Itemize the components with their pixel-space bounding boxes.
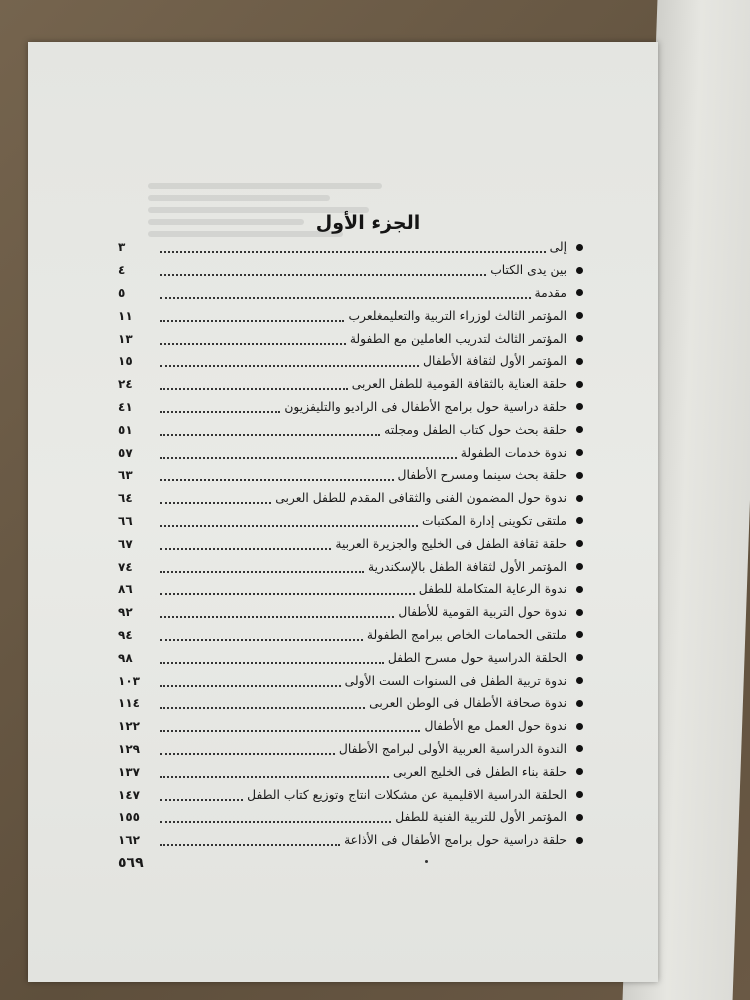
dot-leader [160, 523, 418, 527]
bullet-icon [567, 540, 583, 547]
bullet-icon [567, 495, 583, 502]
bullet-icon [567, 700, 583, 707]
dot-leader [160, 728, 420, 732]
dot-leader [160, 797, 243, 801]
toc-entry-title: ندوة حول المضمون الفنى والثقافى المقدم للطفل العربى [275, 491, 567, 506]
toc-page-number: ٤١ [118, 399, 133, 414]
toc-entry-title: ندوة تربية الطفل فى السنوات الست الأولى [344, 673, 567, 688]
toc-entry-title: المؤتمر الثالث لوزراء التربية والتعليمغلعرب [348, 308, 567, 323]
dot-leader [160, 386, 348, 390]
bullet-icon [567, 745, 583, 752]
toc-entry [118, 806, 583, 829]
dot-leader [160, 705, 365, 709]
bullet-icon [567, 358, 583, 365]
toc-entry-title: ندوة خدمات الطفولة [460, 445, 567, 460]
bullet-icon [567, 586, 583, 593]
dot-leader [160, 774, 389, 778]
bullet-icon [567, 381, 583, 388]
toc-entry [118, 373, 583, 396]
toc-page-number: ٧٤ [118, 559, 133, 574]
toc-page-number: ١٦٢ [118, 833, 140, 848]
toc-page-number: ٨٦ [118, 582, 133, 597]
toc-page-number: ٥١ [118, 422, 133, 437]
bullet-icon [567, 403, 583, 410]
toc-entry [118, 532, 583, 555]
toc-entry [118, 646, 583, 669]
toc-entry-title: حلقة بحث حول كتاب الطفل ومجلته [384, 422, 567, 437]
toc-entry [118, 282, 583, 305]
toc-entry [118, 418, 583, 441]
toc-entry [118, 715, 583, 738]
toc-entry [118, 692, 583, 715]
toc-entry-title: ملتقى الحمامات الخاص ببرامج الطفولة [366, 627, 567, 642]
toc-page-number: ١٥ [118, 354, 133, 369]
bullet-icon [567, 791, 583, 798]
dot-leader [160, 751, 335, 755]
bullet-icon [567, 244, 583, 251]
toc-entry [118, 783, 583, 806]
toc-entry-title: حلقة دراسية حول برامج الأطفال فى الأذاعة [344, 833, 567, 848]
bullet-icon [567, 768, 583, 775]
dot-leader [160, 614, 394, 618]
dot-leader [160, 249, 546, 253]
toc-page-number: ١١ [118, 308, 133, 323]
toc-page-number: ٥٧ [118, 445, 133, 460]
toc-page-number: ١٤٧ [118, 787, 140, 802]
dot-leader [160, 591, 415, 595]
bullet-icon [567, 449, 583, 456]
toc-entry [118, 760, 583, 783]
dot-leader [160, 455, 457, 459]
toc-entry-title: ندوة صحافة الأطفال فى الوطن العربى [369, 696, 567, 711]
toc-page-number: ٦٧ [118, 536, 133, 551]
toc-entry-title: المؤتمر الأول لثقافة الطفل بالإسكندرية [368, 559, 567, 574]
toc-entry-title: ملتقى تكوينى إدارة المكتبات [421, 513, 567, 528]
toc-entry [118, 601, 583, 624]
toc-entry [118, 396, 583, 419]
bullet-icon [567, 654, 583, 661]
toc-page-number: ١٢٢ [118, 719, 140, 734]
toc-page-number: ٦٦ [118, 513, 133, 528]
toc-page-number: ١٣ [118, 331, 133, 346]
dot-leader [160, 683, 341, 687]
dot-leader [160, 432, 380, 436]
dot-leader [160, 477, 394, 481]
toc-page-number: ١١٤ [118, 696, 140, 711]
toc-entry-title: ندوة الرعاية المتكاملة للطفل [418, 582, 567, 597]
toc-page-number: ٦٤ [118, 491, 133, 506]
toc-page-number: ٩٨ [118, 650, 133, 665]
toc-entry [118, 669, 583, 692]
bullet-icon [567, 609, 583, 616]
dot-leader [160, 409, 280, 413]
bullet-icon [567, 267, 583, 274]
toc-entry [118, 327, 583, 350]
bullet-icon [567, 289, 583, 296]
bullet-icon [567, 837, 583, 844]
toc-page-number: ١٣٧ [118, 764, 140, 779]
bullet-icon [567, 517, 583, 524]
toc-entry-title: ندوة حول التربية القومية للأطفال [398, 605, 567, 620]
dot-leader [160, 546, 331, 550]
dot-leader [160, 295, 531, 299]
toc-entry-title: بين يدى الكتاب [490, 263, 567, 278]
toc-entry [118, 738, 583, 761]
toc-entry [118, 624, 583, 647]
toc-page-number: ٣ [118, 240, 126, 255]
dot-leader [160, 637, 363, 641]
table-of-contents [118, 236, 583, 852]
toc-entry [118, 510, 583, 533]
bullet-icon [567, 312, 583, 319]
toc-entry [118, 464, 583, 487]
toc-page-number: ٥ [118, 285, 126, 300]
bullet-icon [567, 631, 583, 638]
dot-leader [160, 660, 384, 664]
toc-page-number: ١٢٩ [118, 741, 140, 756]
toc-entry [118, 304, 583, 327]
bullet-icon [567, 814, 583, 821]
toc-entry-title: حلقة بحث سينما ومسرح الأطفال [397, 468, 567, 483]
dot-leader [160, 341, 346, 345]
dot-leader [160, 318, 344, 322]
page-number: ٥٦٩ [118, 855, 144, 871]
toc-entry [118, 236, 583, 259]
toc-entry [118, 487, 583, 510]
toc-entry [118, 829, 583, 852]
dot-leader [160, 819, 391, 823]
toc-entry-title: إلى [549, 240, 567, 255]
bullet-icon [567, 426, 583, 433]
toc-page-number: ١٠٣ [118, 673, 140, 688]
toc-page-number: ٤ [118, 263, 126, 278]
toc-entry [118, 350, 583, 373]
bullet-icon [567, 677, 583, 684]
toc-entry-title: المؤتمر الثالث لتدريب العاملين مع الطفولة [349, 331, 567, 346]
toc-entry-title: الحلقة الدراسية حول مسرح الطفل [387, 650, 567, 665]
toc-entry-title: المؤتمر الأول للتربية الفنية للطفل [395, 810, 567, 825]
dot-leader [160, 500, 271, 504]
toc-entry-title: الندوة الدراسية العربية الأولى لبرامج الأطفال [338, 741, 567, 756]
dot-leader [160, 272, 486, 276]
toc-entry-title: حلقة دراسية حول برامج الأطفال فى الراديو والتليفزيون [284, 399, 567, 414]
toc-entry [118, 578, 583, 601]
dot-leader [160, 569, 364, 573]
toc-entry-title: مقدمة [534, 285, 567, 300]
toc-entry-title: الحلقة الدراسية الاقليمية عن مشكلات انتاج وتوزيع كتاب الطفل [247, 787, 567, 802]
toc-page-number: ٦٣ [118, 468, 133, 483]
toc-entry-title: حلقة العناية بالثقافة القومية للطفل العربى [351, 377, 567, 392]
toc-entry-title: حلقة بناء الطفل فى الخليج العربى [393, 764, 567, 779]
bullet-icon [567, 335, 583, 342]
section-heading: الجزء الأول [315, 212, 421, 234]
bullet-icon [567, 472, 583, 479]
toc-page-number: ٩٢ [118, 605, 133, 620]
dot-leader [160, 363, 419, 367]
ink-speck [425, 860, 428, 863]
toc-entry [118, 259, 583, 282]
toc-page-number: ٢٤ [118, 377, 133, 392]
dot-leader [160, 842, 340, 846]
toc-entry [118, 441, 583, 464]
toc-entry-title: المؤتمر الأول لثقافة الأطفال [423, 354, 567, 369]
toc-entry-title: حلقة ثقافة الطفل فى الخليج والجزيرة العربية [335, 536, 567, 551]
toc-entry-title: ندوة حول العمل مع الأطفال [424, 719, 567, 734]
bullet-icon [567, 723, 583, 730]
toc-entry [118, 555, 583, 578]
toc-page-number: ٩٤ [118, 627, 133, 642]
toc-page-number: ١٥٥ [118, 810, 140, 825]
bullet-icon [567, 563, 583, 570]
